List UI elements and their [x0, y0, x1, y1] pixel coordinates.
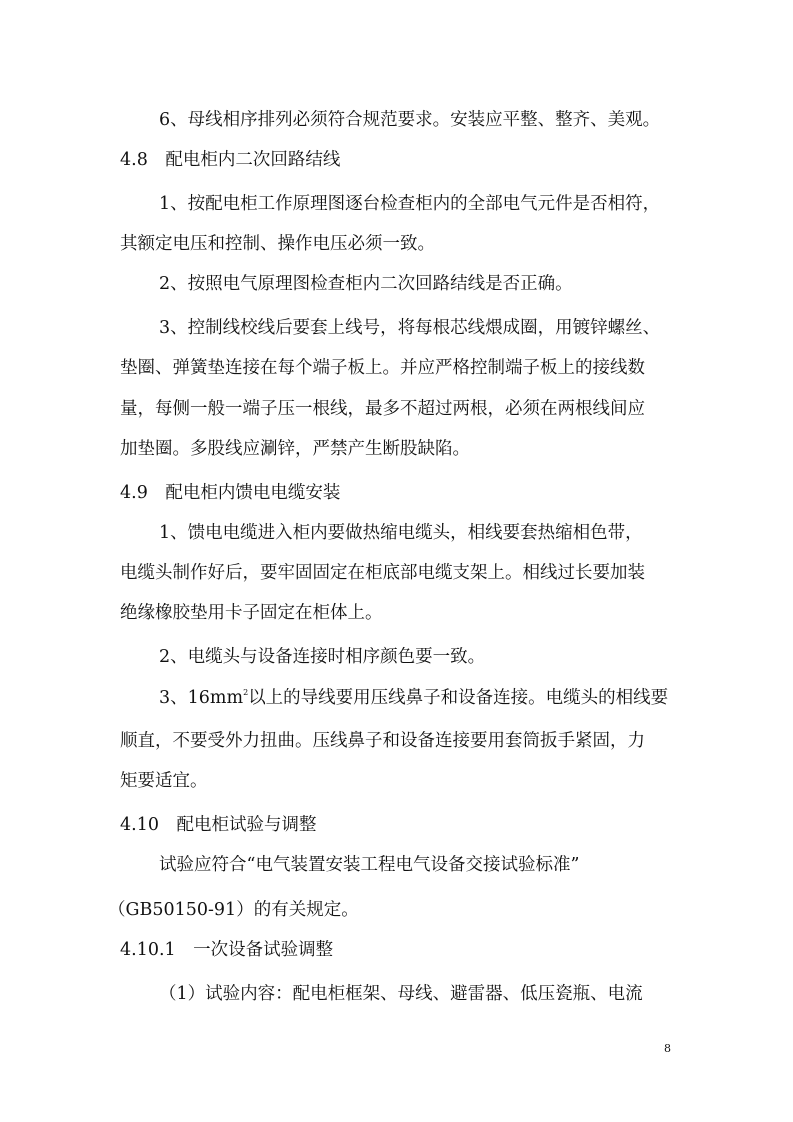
section-heading-4-9: 4.9 配电柜内馈电电缆安装: [120, 483, 341, 503]
paragraph-line: 2、按照电气原理图检查柜内二次回路结线是否正确。: [159, 274, 573, 294]
paragraph-line: 试验应符合“电气装置安装工程电气设备交接试验标准”: [159, 855, 580, 875]
text-fragment: 以上的导线要用压线鼻子和设备连接。电缆头的相线要: [248, 688, 669, 708]
paragraph-line: 垫圈、弹簧垫连接在每个端子板上。并应严格控制端子板上的接线数: [120, 358, 645, 378]
paragraph-line: 1、按配电柜工作原理图逐台检查柜内的全部电气元件是否相符，: [159, 194, 661, 214]
paragraph-line: 电缆头制作好后，要牢固固定在柜底部电缆支架上。相线过长要加装: [120, 563, 645, 583]
paragraph-line: 加垫圈。多股线应涮锌，严禁产生断股缺陷。: [120, 439, 470, 459]
paragraph-line: 2、电缆头与设备连接时相序颜色要一致。: [159, 647, 486, 667]
paragraph-line: 顺直，不要受外力扭曲。压线鼻子和设备连接要用套筒扳手紧固，力: [120, 731, 645, 751]
text-fragment: 3、16mm: [159, 688, 244, 708]
paragraph-line: 其额定电压和控制、操作电压必须一致。: [120, 234, 435, 254]
paragraph-line: （GB50150-91）的有关规定。: [108, 900, 359, 920]
page-number: 8: [664, 1042, 671, 1055]
section-heading-4-10: 4.10 配电柜试验与调整: [120, 815, 317, 835]
section-heading-4-10-1: 4.10.1 一次设备试验调整: [120, 940, 334, 960]
paragraph-line: 6、母线相序排列必须符合规范要求。安装应平整、整齐、美观。: [159, 110, 661, 130]
paragraph-line: 3、控制线校线后要套上线号，将每根芯线煨成圈，用镀锌螺丝、: [159, 318, 661, 338]
superscript: 2: [243, 688, 249, 697]
paragraph-line: 1、馈电电缆进入柜内要做热缩电缆头，相线要套热缩相色带，: [159, 523, 643, 543]
paragraph-line: 矩要适宜。: [120, 771, 208, 791]
section-heading-4-8: 4.8 配电柜内二次回路结线: [120, 150, 341, 170]
paragraph-line: [159, 686, 668, 710]
paragraph-line: 量，每侧一般一端子压一根线，最多不超过两根，必须在两根线间应: [120, 399, 645, 419]
paragraph-line: （1）试验内容：配电柜框架、母线、避雷器、低压瓷瓶、电流: [159, 984, 643, 1004]
paragraph-line: 绝缘橡胶垫用卡子固定在柜体上。: [120, 603, 383, 623]
